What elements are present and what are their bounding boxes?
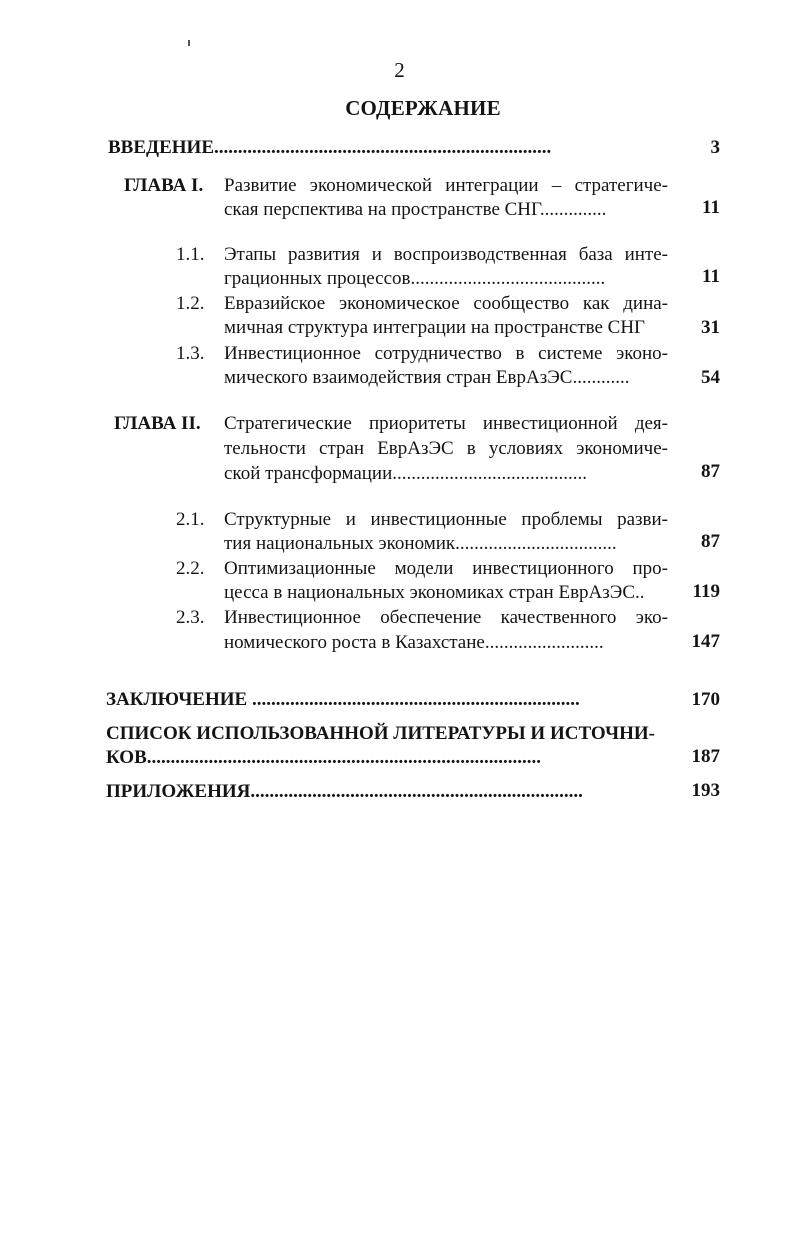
- toc-section-title-line2: мического взаимодействия стран ЕврАзЭС............: [224, 367, 630, 388]
- toc-section-title-line1: Инвестиционное сотрудничество в системе эконо-: [224, 343, 668, 364]
- page-number: 2: [394, 58, 405, 82]
- toc-section-page: 54: [701, 367, 720, 388]
- toc-chapter2-title-line3: ской трансформации.........................................: [224, 463, 588, 484]
- toc-section-num: 2.2.: [176, 558, 205, 579]
- toc-section-num: 1.3.: [176, 343, 205, 364]
- toc-appendix: ПРИЛОЖЕНИЯ......................................................................: [106, 781, 583, 802]
- toc-section-num: 1.1.: [176, 244, 205, 265]
- toc-section-title-line1: Структурные и инвестиционные проблемы разви-: [224, 509, 668, 530]
- toc-section-page: 31: [701, 317, 720, 338]
- toc-section-title-line2: тия национальных экономик..................................: [224, 533, 617, 554]
- toc-chapter1-page: 11: [702, 197, 720, 218]
- toc-section-title-line1: Инвестиционное обеспечение качественного эко-: [224, 607, 668, 628]
- toc-chapter2-label: ГЛАВА II.: [114, 413, 201, 434]
- page-title: СОДЕРЖАНИЕ: [345, 96, 501, 120]
- toc-section-title-line2: номического роста в Казахстане.........................: [224, 632, 604, 653]
- toc-section-num: 2.3.: [176, 607, 205, 628]
- toc-conclusion-page: 170: [691, 689, 720, 710]
- toc-section-title-line2: грационных процессов.........................................: [224, 268, 606, 289]
- toc-conclusion: ЗАКЛЮЧЕНИЕ .....................................................................: [106, 689, 580, 710]
- toc-references-line1: СПИСОК ИСПОЛЬЗОВАННОЙ ЛИТЕРАТУРЫ И ИСТОЧНИ-: [106, 723, 656, 744]
- toc-section-title-line2: мичная структура интеграции на пространстве СНГ: [224, 317, 646, 338]
- toc-chapter1-title-line2: ская перспектива на пространстве СНГ..............: [224, 199, 607, 220]
- toc-chapter2-title-line2: тельности стран ЕврАзЭС в условиях экономиче-: [224, 438, 668, 459]
- toc-intro: ВВЕДЕНИЕ.......................................................................: [108, 137, 552, 158]
- toc-chapter2-page: 87: [701, 461, 720, 482]
- toc-section-title-line1: Этапы развития и воспроизводственная база инте-: [224, 244, 668, 265]
- toc-references-page: 187: [691, 746, 720, 767]
- toc-chapter1-label: ГЛАВА I.: [124, 175, 204, 196]
- toc-references-line2: КОВ...................................................................................: [106, 747, 542, 768]
- toc-appendix-page: 193: [691, 780, 720, 801]
- toc-section-title-line1: Евразийское экономическое сообщество как дина-: [224, 293, 668, 314]
- toc-section-title-line2: цесса в национальных экономиках стран ЕврАзЭС..: [224, 582, 645, 603]
- toc-section-num: 2.1.: [176, 509, 205, 530]
- scan-speck: [188, 40, 190, 46]
- toc-section-page: 119: [692, 581, 720, 602]
- toc-section-page: 11: [702, 266, 720, 287]
- toc-section-page: 147: [691, 631, 720, 652]
- toc-section-title-line1: Оптимизационные модели инвестиционного про-: [224, 558, 668, 579]
- toc-section-num: 1.2.: [176, 293, 205, 314]
- toc-intro-page: 3: [710, 137, 720, 158]
- toc-chapter2-title-line1: Стратегические приоритеты инвестиционной дея-: [224, 413, 668, 434]
- toc-section-page: 87: [701, 531, 720, 552]
- toc-chapter1-title-line1: Развитие экономической интеграции – стратегиче-: [224, 175, 668, 196]
